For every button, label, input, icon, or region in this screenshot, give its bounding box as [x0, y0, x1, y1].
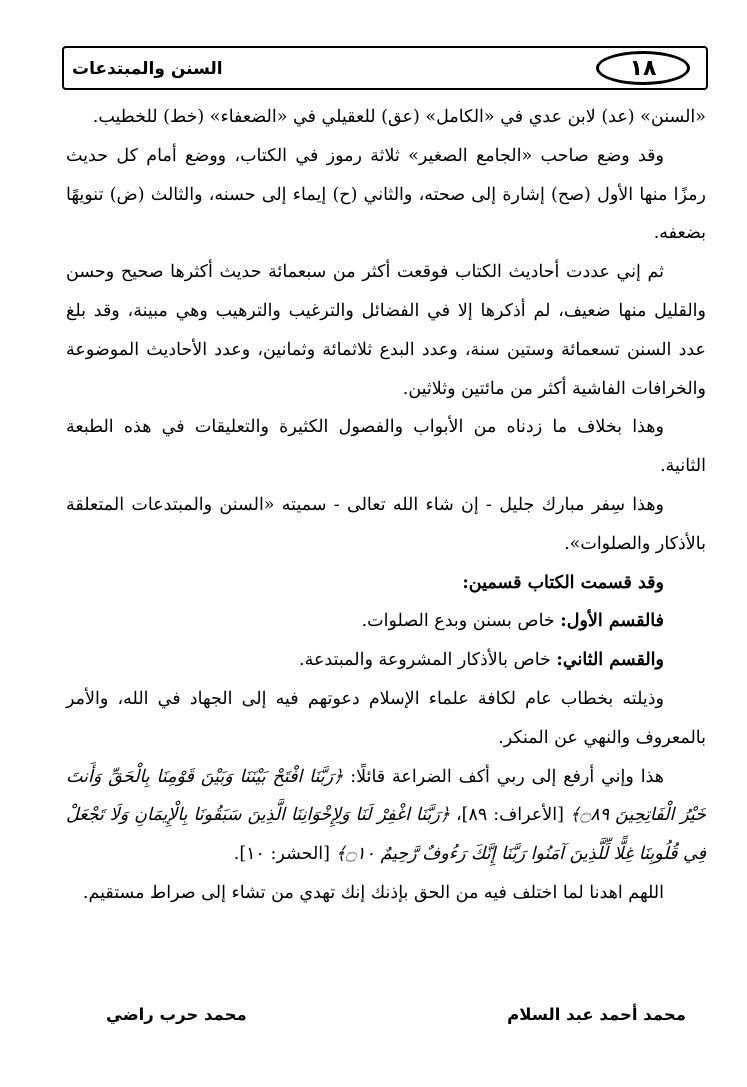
quran-verse-1: ﴿رَبَّنَا افْتَحْ بَيْنَنَا وَبَيْنَ قَوْمِنَا بِالْحَقِّ وَأَنتَ خَيْرُ الْفَاتِحِينَ ۝٨٩﴾ [66, 766, 707, 826]
prayer-intro: هذا وإني أرفع إلى ربي أكف الضراعة قائلًا: [343, 766, 664, 787]
paragraph-11: اللهم اهدنا لما اختلف فيه من الحق بإذنك إنك تهدي من تشاء إلى صراط مستقيم. [82, 882, 664, 903]
signatures [66, 1000, 706, 1030]
section-1-text: خاص بسنن وبدع الصلوات. [361, 611, 561, 632]
paragraph-6: وقد قسمت الكتاب قسمين: [462, 572, 664, 593]
signature-left: محمد حرب راضي [106, 1005, 247, 1024]
paragraph-2: وقد وضع صاحب «الجامع الصغير» ثلاثة رموز في الكتاب، ووضع أمام كل حديث رمزًا منها الأول (صح) إشارة إلى صحته، والثاني (ح) إيماء إلى حسنه، والثالث (ض) تنويهًا بضعفه. [66, 145, 706, 244]
signature-right: محمد أحمد عبد السلام [507, 1005, 686, 1024]
paragraph-7 [66, 602, 706, 641]
paragraph-8 [66, 641, 706, 680]
verse-reference-1: [الأعراف: ٨٩]، [450, 805, 570, 826]
section-1-label: فالقسم الأول: [560, 611, 664, 632]
running-title: السنن والمبتدعات [72, 59, 223, 79]
paragraph-1: «السنن» (عد) لابن عدي في «الكامل» (عق) للعقيلي في «الضعفاء» (خط) للخطيب. [92, 107, 706, 127]
section-2-label: والقسم الثاني: [556, 650, 664, 671]
quran-verse-2: ﴿رَبَّنَا اغْفِرْ لَنَا وَلِإِخْوَانِنَا الَّذِينَ سَبَقُونَا بِالْإِيمَانِ وَلَا تَجْعَلْ فِي قُلُوبِنَا غِلًّا لِّلَّذِينَ آمَنُوا رَبَّنَا إِنَّكَ رَءُوفٌ رَّحِيمٌ ۝١٠﴾ [66, 805, 706, 865]
page-header [62, 46, 708, 90]
paragraph-5: وهذا سِفر مبارك جليل - إن شاء الله تعالى - سميته «السنن والمبتدعات المتعلقة بالأذكار والصلوات». [66, 494, 706, 554]
paragraph-9: وذيلته بخطاب عام لكافة علماء الإسلام دعوتهم فيه إلى الجهاد في الله، والأمر بالمعروف والنهي عن المنكر. [66, 688, 706, 748]
body-text [66, 98, 706, 913]
verse-reference-2: [الحشر: ١٠]. [233, 844, 336, 865]
paragraph-10 [66, 758, 706, 874]
paragraph-3: ثم إني عددت أحاديث الكتاب فوقعت أكثر من سبعمائة حديث أكثرها صحيح وحسن والقليل منها ضعيف، لم أذكرها إلا في الفضائل والترغيب والترهيب وهي مبينة، وقد بلغ عدد السنن تسعمائة وستين سنة، وعدد البدع ثلاثمائة وثمانين، وعدد الأحاديث الموضوعة والخرافات الفاشية أكثر من مائتين وثلاثين. [66, 262, 706, 399]
paragraph-4: وهذا بخلاف ما زدناه من الأبواب والفصول الكثيرة والتعليقات في هذه الطبعة الثانية. [66, 417, 706, 477]
section-2-text: خاص بالأذكار المشروعة والمبتدعة. [299, 650, 557, 671]
page-number: ١٨ [596, 51, 690, 85]
